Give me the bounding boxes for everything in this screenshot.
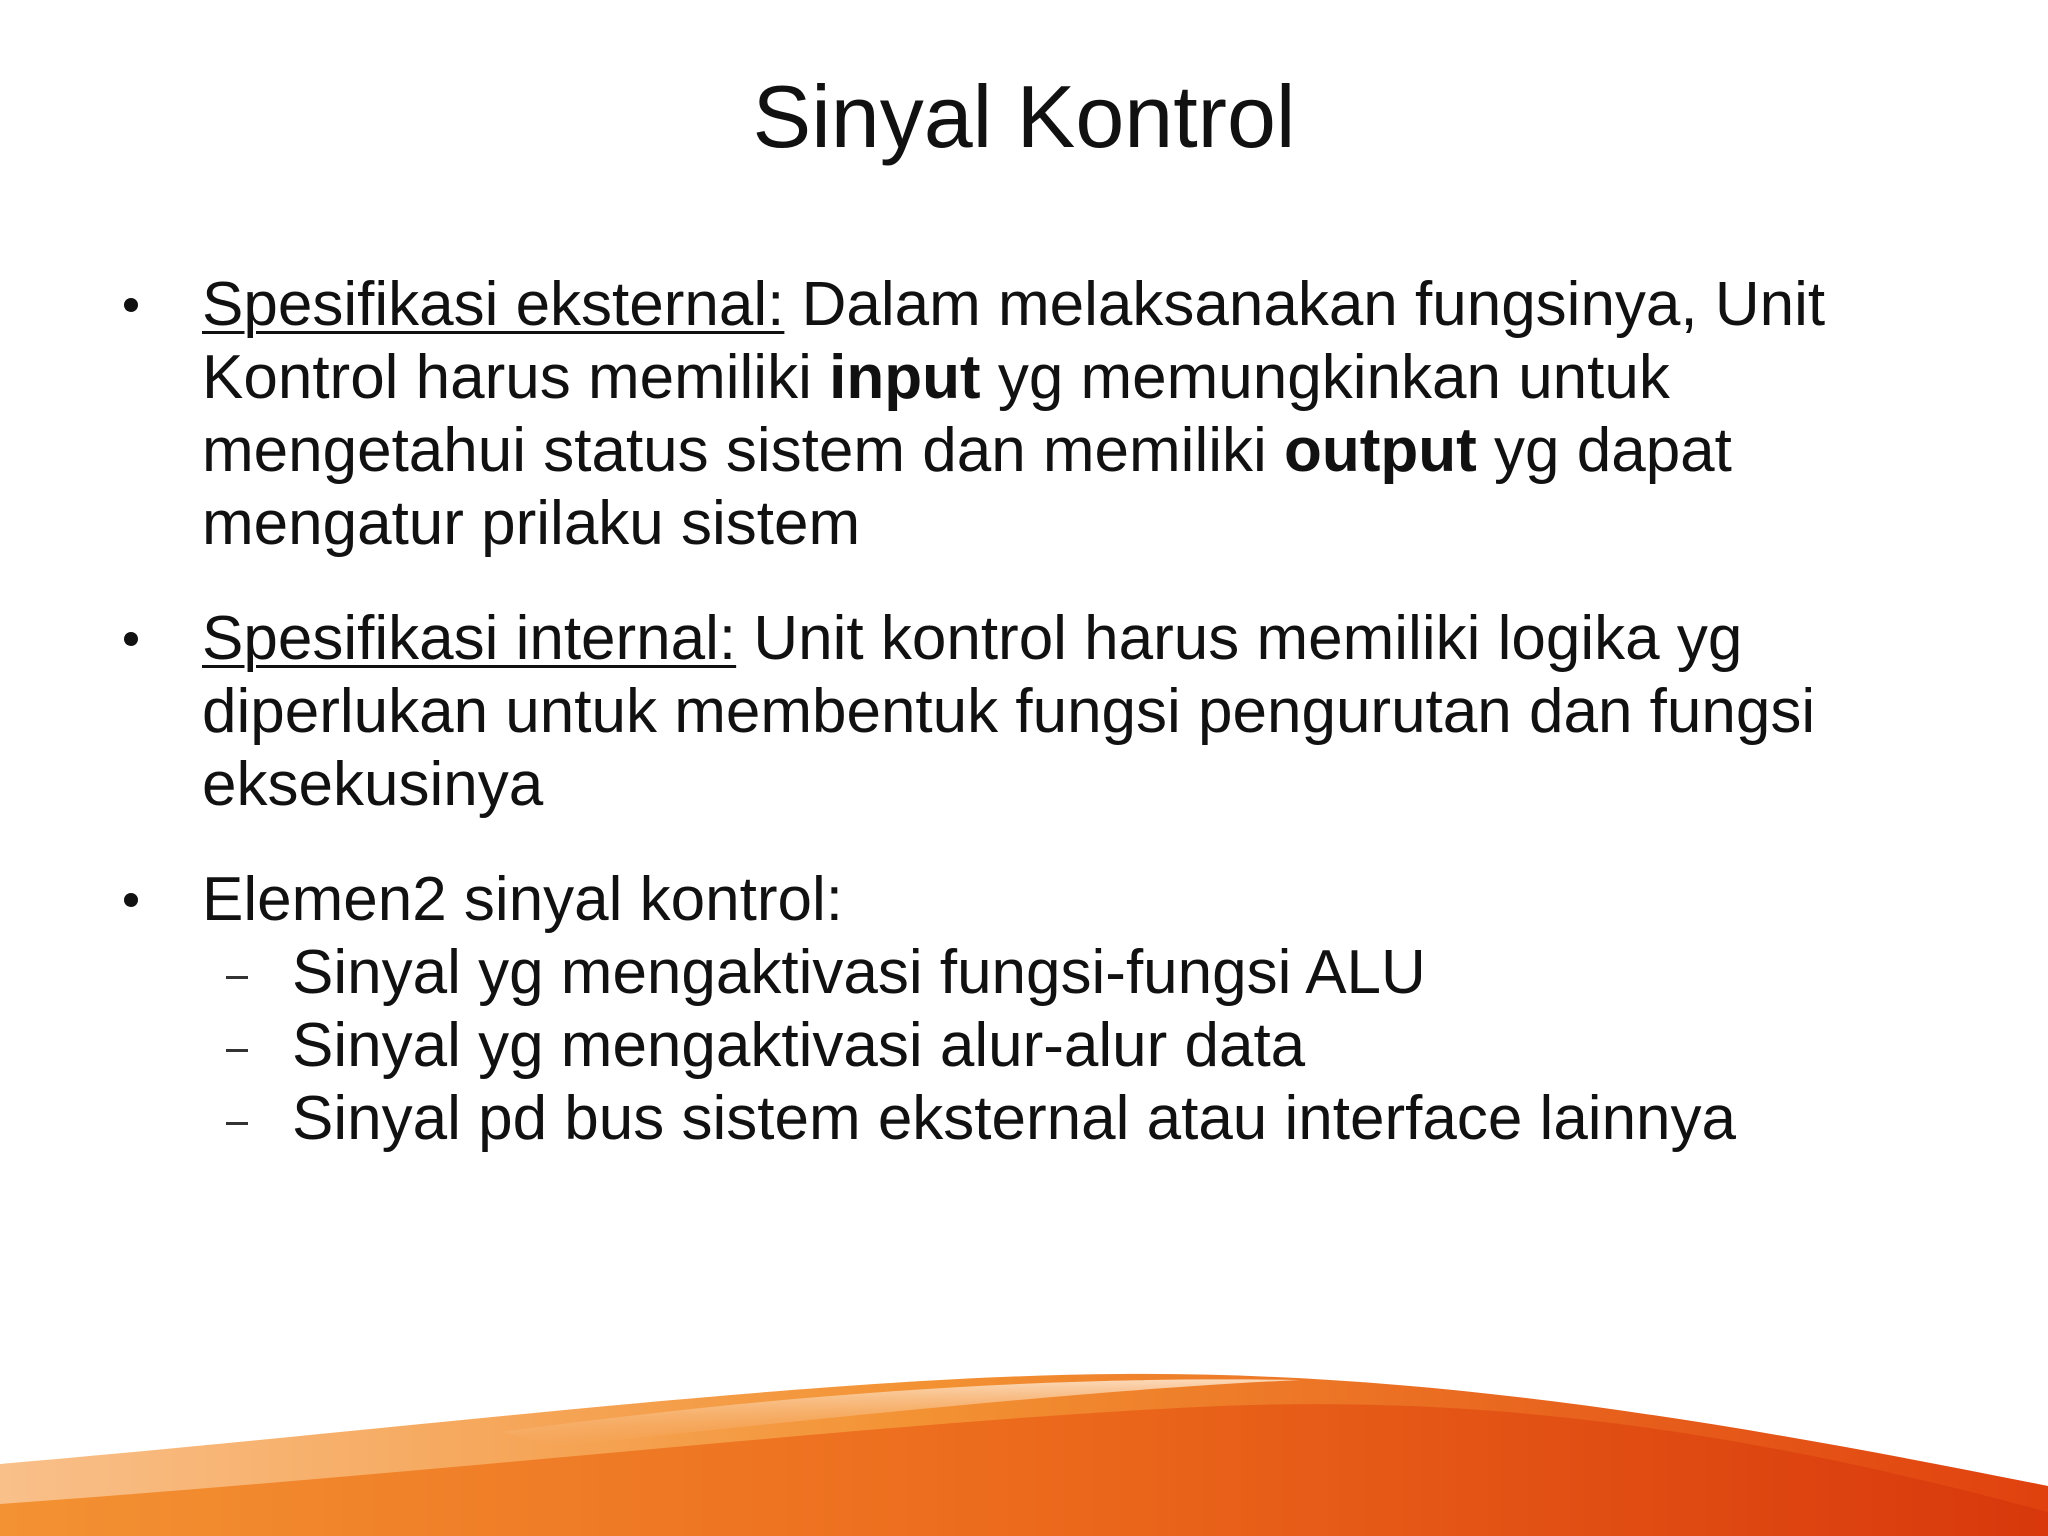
bullet-label: Spesifikasi eksternal: (202, 270, 785, 339)
sub-item-text: Sinyal pd bus sistem eksternal atau interface lainnya (292, 1084, 1737, 1153)
bullet-control-signal-elements (118, 863, 1998, 1155)
bold-term-input: input (829, 343, 981, 412)
bullet-dot-icon (124, 632, 138, 646)
dash-icon (226, 1122, 248, 1125)
slide-content (118, 268, 1998, 1155)
bold-term-output: output (1284, 416, 1477, 485)
sub-list-item (202, 1082, 1998, 1155)
sub-list (202, 936, 1998, 1155)
bullet-dot-icon (124, 298, 138, 312)
bullet-external-spec (118, 268, 1998, 560)
dash-icon (226, 976, 248, 979)
orange-wave-decoration (0, 1336, 2048, 1536)
sub-list-item (202, 936, 1998, 1009)
sub-item-text: Sinyal yg mengaktivasi alur-alur data (292, 1011, 1306, 1080)
sub-item-text: Sinyal yg mengaktivasi fungsi-fungsi ALU (292, 938, 1426, 1007)
sub-list-item (202, 1009, 1998, 1082)
bullet-internal-spec (118, 602, 1998, 821)
bullet-dot-icon (124, 893, 138, 907)
bullet-text: Dalam melaksanakan fungsinya, Unit Kontrol harus memiliki (202, 270, 1826, 412)
bullet-text: Unit kontrol harus memiliki logika yg diperlukan untuk membentuk fungsi pengurutan dan fungsi eksekusinya (202, 604, 1816, 819)
bullet-text: yg memungkinkan untuk mengetahui status sistem dan memiliki (202, 343, 1670, 485)
slide-title: Sinyal Kontrol (752, 67, 1296, 166)
bullet-text: yg dapat mengatur prilaku sistem (202, 416, 1732, 558)
bullet-text: Elemen2 sinyal kontrol: (202, 865, 843, 934)
dash-icon (226, 1049, 248, 1052)
bullet-label: Spesifikasi internal: (202, 604, 737, 673)
